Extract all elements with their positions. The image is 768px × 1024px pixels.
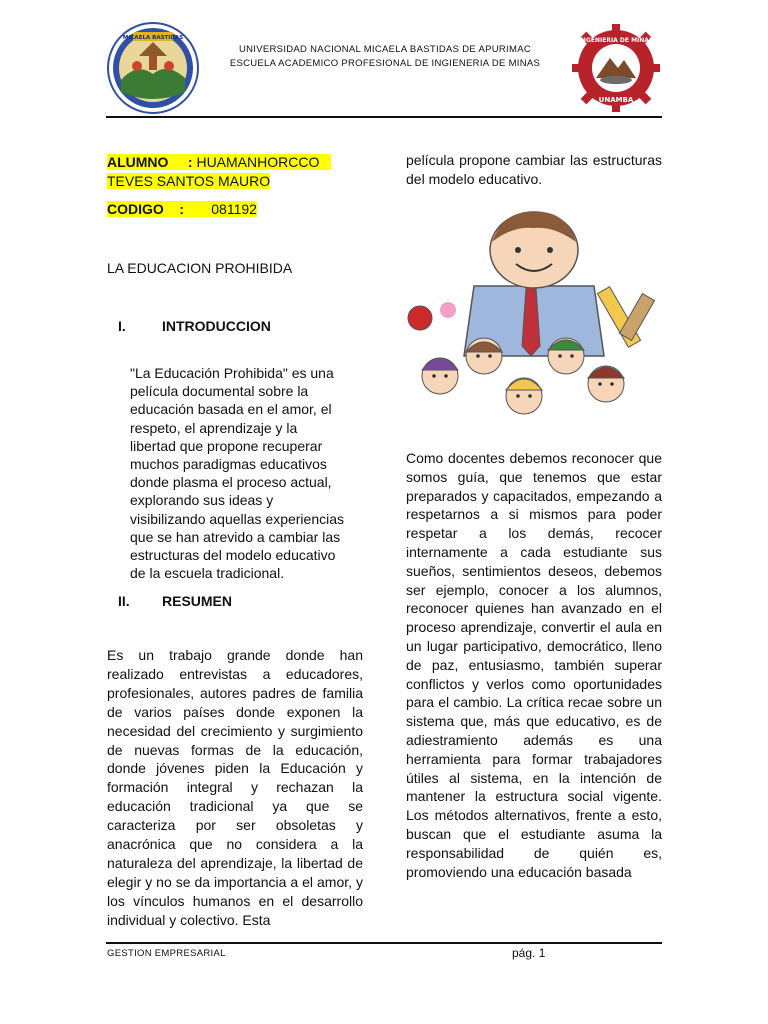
university-seal-logo xyxy=(107,22,199,114)
alumno-label: ALUMNO xyxy=(107,154,169,170)
seal-logo-text: MICAELA BASTIDAS xyxy=(122,35,184,41)
right-column-intro-text: película propone cambiar las estructuras del modelo educativo. xyxy=(406,152,662,187)
intro-line: muchos paradigmas educativos xyxy=(130,456,327,473)
section-number: I. xyxy=(118,318,126,334)
mining-engineering-logo xyxy=(572,24,660,112)
intro-line: "La Educación Prohibida" es una xyxy=(130,365,334,381)
children-with-teacher-illustration xyxy=(404,206,664,424)
right-column-body-text: Como docentes debemos reconocer que somos guía, que tenemos que estar preparados y capacitados, empezando a respetarnos a si mismos para poder respetar a los demás, recocer internamente a cada estudiante sus sueños, sentimientos deseos, debemos ser ejemplo, conocer a los alumnos, reconocer quienes han avanzado en el proceso aprendizaje, convertir el aula en un lugar participativo, democrático, lleno de paz, entusiasmo, también superar conflictos y verlos como oportunidades para el cambio. La crítica recae sobre un sistema que, más que educativo, es de adiestramiento además es una herramienta para formar trabajadores útiles al sistema, en la intención de mantener la estructura social vigente. Los métodos alternativos, frente a esto, buscan que el estudiante asuma la responsabilidad de quién es, promoviendo una educación basada xyxy=(406,450,662,880)
school-name: ESCUELA ACADEMICO PROFESIONAL DE INGIENERIA DE MINAS xyxy=(229,58,541,69)
intro-line: estructuras del modelo educativo xyxy=(130,547,336,564)
footer-divider xyxy=(106,942,662,944)
alumno-name-line1: HUAMANHORCCO xyxy=(196,154,320,170)
codigo-label: CODIGO xyxy=(107,201,164,217)
intro-line: educación basada en el amor, el xyxy=(130,401,332,418)
codigo-separator: : xyxy=(179,201,185,217)
mining-engineering-gear-icon xyxy=(572,24,660,112)
alumno-field xyxy=(107,153,331,191)
page-number: pág. 1 xyxy=(512,946,546,960)
gear-logo-top-text: INGENIERIA DE MINAS xyxy=(578,37,654,44)
section-resumen-heading xyxy=(118,593,232,609)
intro-line: visibilizando aquellas experiencias xyxy=(130,510,345,527)
intro-line: película documental sobre la xyxy=(130,383,309,400)
university-seal-icon xyxy=(107,22,199,114)
gear-logo-bottom-text: UNAMBA xyxy=(598,96,634,104)
intro-line: de la escuela tradicional. xyxy=(130,565,285,582)
intro-line: libertad que propone recuperar xyxy=(130,437,323,454)
alumno-name-line2: TEVES SANTOS MAURO xyxy=(107,173,271,189)
resumen-paragraph: Es un trabajo grande donde han realizado entrevistas a educadores, profesionales, autores padres de familia de varios países donde exponen la necesidad del crecimiento y surgimiento de nuevas formas de la educación, donde jóvenes piden la Educación y formación integral y rechazan la educación tradicional ya que se caracteriza por ser obsoletas y anacrónica que no considera a la naturaleza del aprendizaje, la libertad de elegir y no se da importancia a el amor, y los vínculos humanos en el desarrollo individual y colectivo. Esta xyxy=(107,647,363,928)
document-title: LA EDUCACION PROHIBIDA xyxy=(107,260,293,276)
intro-line: respeto, el aprendizaje y la xyxy=(130,419,298,436)
intro-paragraph xyxy=(130,364,362,582)
section-number: II. xyxy=(118,593,130,609)
intro-line: donde plasma el proceso actual, xyxy=(130,474,332,491)
codigo-field xyxy=(107,200,257,219)
section-title: RESUMEN xyxy=(162,593,233,609)
intro-line: que se han atrevido a cambiar las xyxy=(130,528,341,545)
footer-course-name: GESTION EMPRESARIAL xyxy=(107,948,226,959)
codigo-value: 081192 xyxy=(211,201,257,217)
university-name: UNIVERSIDAD NACIONAL MICAELA BASTIDAS DE APURIMAC xyxy=(238,44,532,55)
children-illustration-icon xyxy=(404,206,664,424)
intro-line: explorando sus ideas y xyxy=(130,492,274,509)
section-introduccion-heading xyxy=(118,318,271,334)
section-title: INTRODUCCION xyxy=(162,318,271,334)
alumno-separator: : xyxy=(187,154,193,170)
header-divider xyxy=(106,116,662,118)
